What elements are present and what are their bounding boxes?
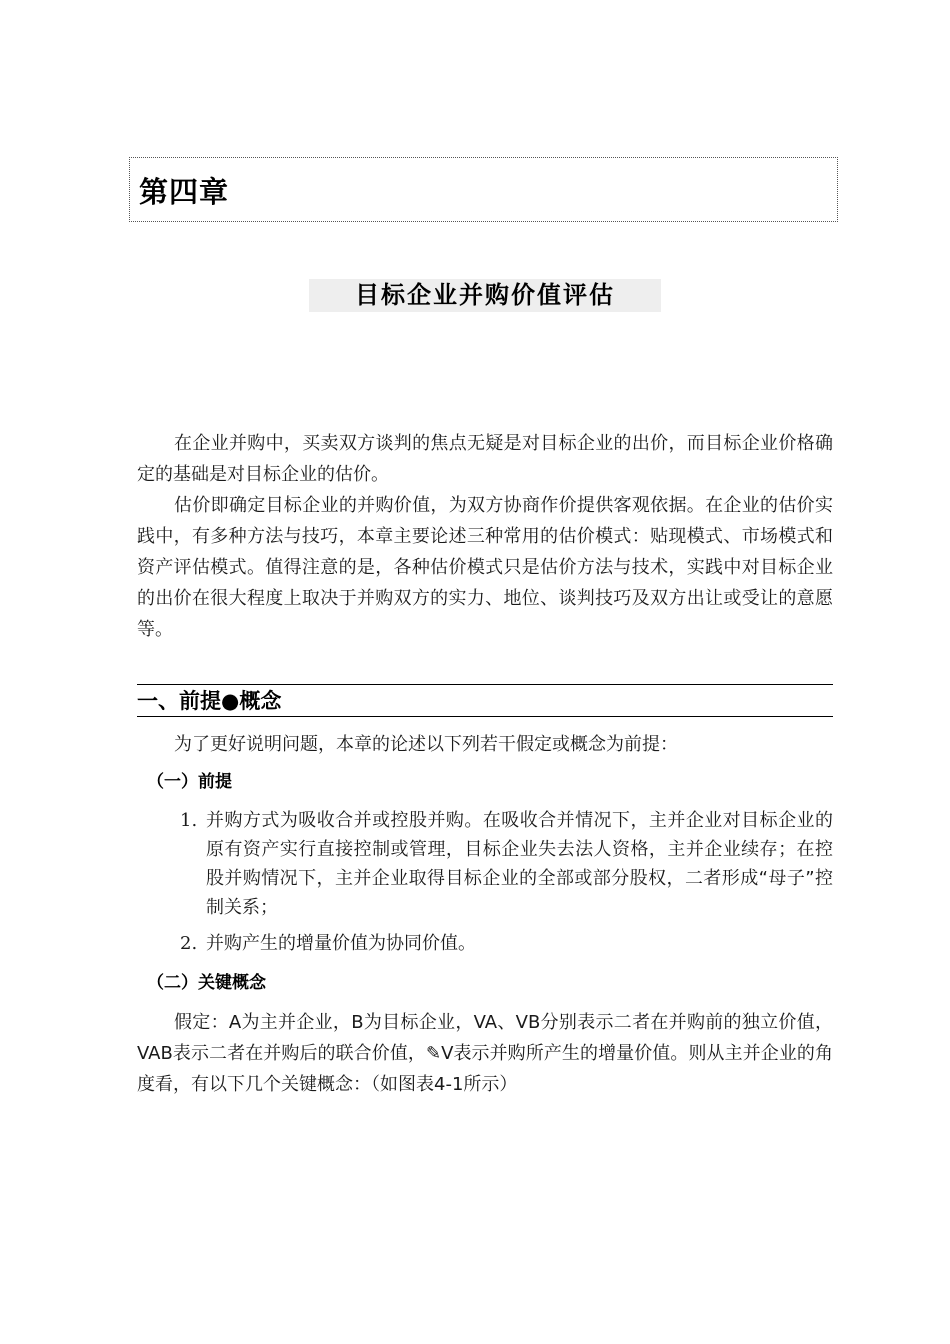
intro-paragraph-2: 估价即确定目标企业的并购价值，为双方协商作价提供客观依据。在企业的估价实践中，有多种方法与技巧，本章主要论述三种常用的估价模式：贴现模式、市场模式和资产评估模式。值得注意的是，各种估价模式只是估价方法与技术，实践中对目标企业的出价在很大程度上取决于并购双方的实力、地位、谈判技巧及双方出让或受让的意愿等。 bbox=[137, 495, 833, 640]
section-rule-bottom bbox=[137, 716, 833, 717]
list-item-text: 并购产生的增量价值为协同价值。 bbox=[206, 933, 476, 954]
section-heading: 一、前提●概念 bbox=[137, 689, 282, 713]
list-item-number: 1. bbox=[180, 810, 198, 831]
section-rule-top bbox=[137, 684, 833, 685]
list-item-1 bbox=[180, 806, 833, 922]
sub-heading-key-concepts: （二）关键概念 bbox=[147, 973, 266, 993]
section-lead-paragraph: 为了更好说明问题，本章的论述以下列若干假定或概念为前提： bbox=[174, 734, 678, 755]
sub-heading-premise: （一）前提 bbox=[147, 772, 232, 792]
list-item-2 bbox=[180, 929, 833, 958]
list-item-text: 并购方式为吸收合并或控股并购。在吸收合并情况下，主并企业对目标企业的原有资产实行直接控制或管理，目标企业失去法人资格，主并企业续存；在控股并购情况下，主并企业取得目标企业的全部或部分股权，二者形成“母子”控制关系； bbox=[206, 810, 833, 918]
document-title: 目标企业并购价值评估 bbox=[309, 279, 661, 312]
intro-paragraph-1: 在企业并购中，买卖双方谈判的焦点无疑是对目标企业的出价，而目标企业价格确定的基础是对目标企业的估价。 bbox=[137, 433, 833, 485]
chapter-box bbox=[129, 157, 838, 222]
key-concepts-paragraph: 假定：A为主并企业，B为目标企业，VA、VB分别表示二者在并购前的独立价值，VAB表示二者在并购后的联合价值，✎V表示并购所产生的增量价值。则从主并企业的角度看，有以下几个关键概念：（如图表4-1所示） bbox=[137, 1012, 833, 1095]
list-item-number: 2. bbox=[180, 933, 198, 954]
chapter-title: 第四章 bbox=[139, 175, 230, 209]
